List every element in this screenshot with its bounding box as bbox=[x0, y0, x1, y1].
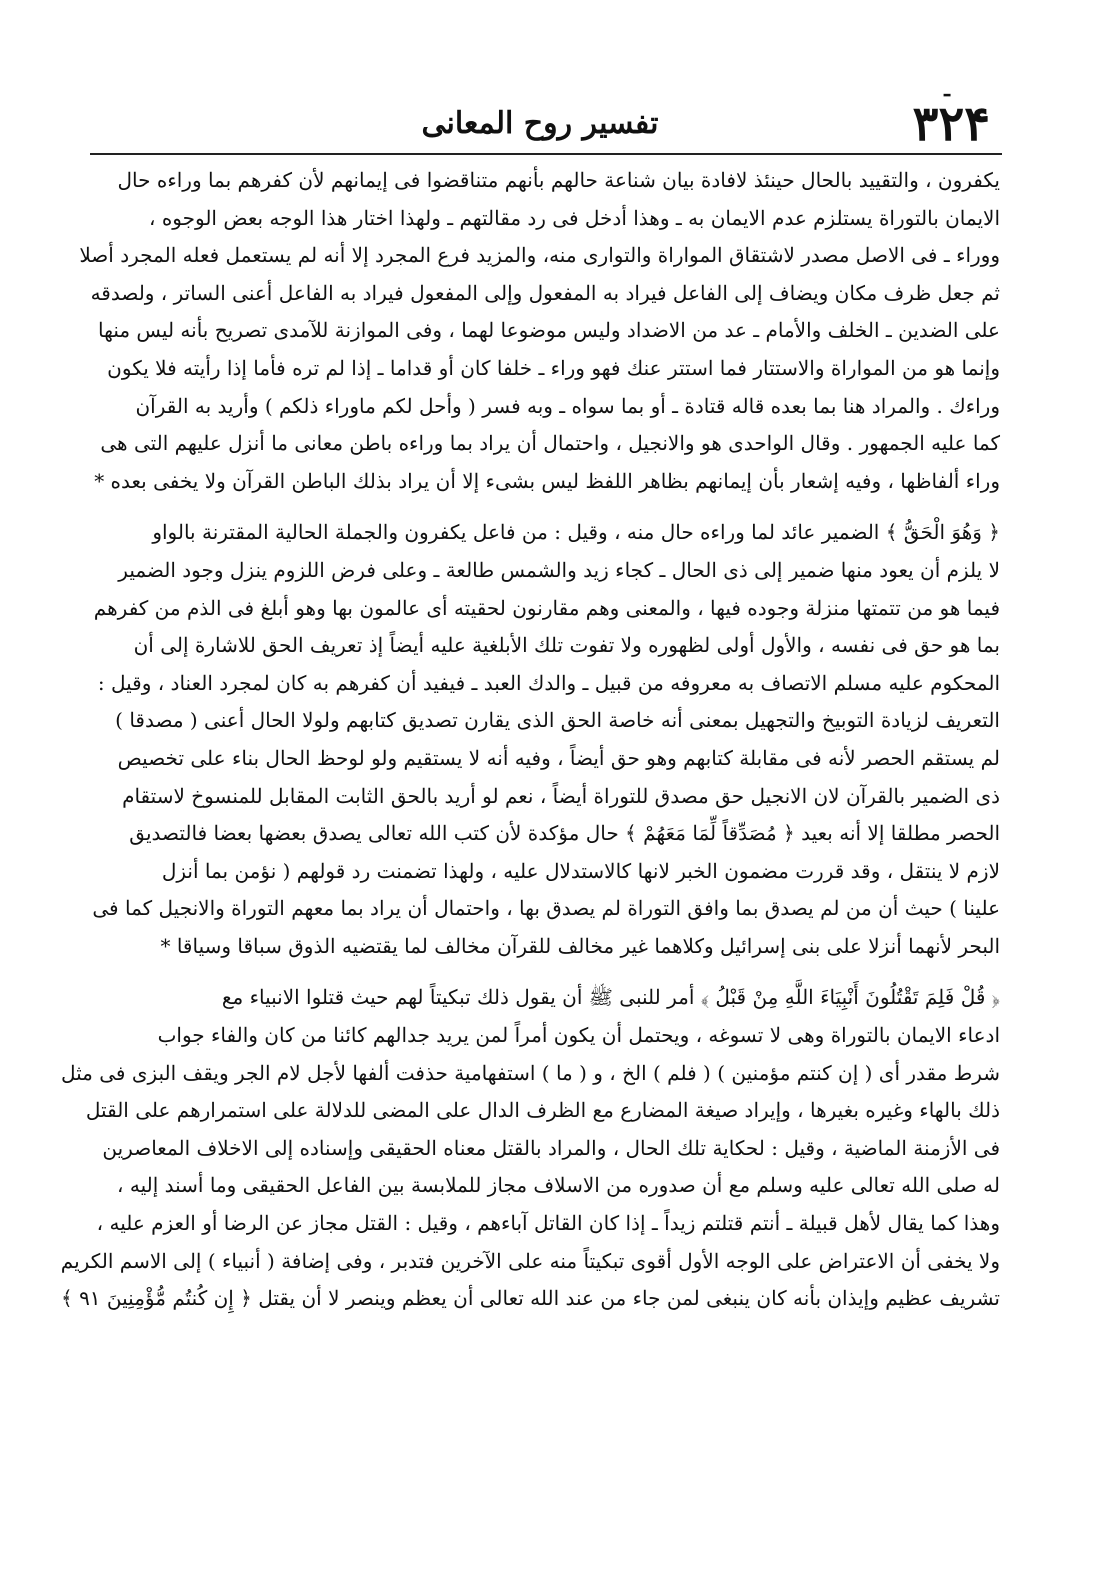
text-line: وهذا كما يقال لأهل قبيلة ـ أنتم قتلتم زيداً ـ إذا كان القاتل آباءهم ، وقيل : القتل مجاز عن الرضا أو العزم عليه ، bbox=[96, 1211, 1000, 1236]
text-line: ﴿ قُلْ فَلِمَ تَقْتُلُونَ أَنْبِيَاءَ اللَّهِ مِنْ قَبْلُ ﴾ أمر للنبى ﷺ أن يقول ذلك تبكيتاً لهم حيث قتلوا الانبياء مع bbox=[221, 985, 1000, 1010]
text-line: يكفرون ، والتقييد بالحال حينئذ لافادة بيان شناعة حالهم بأنهم متناقضوا فى إيمانهم لأن كفرهم بما وراءه حال bbox=[117, 168, 1000, 192]
text-line: وراءك . والمراد هنا بما بعده قاله قتادة ـ أو بما سواه ـ وبه فسر ( وأحل لكم ماوراء ذلكم ) وأريد به القرآن bbox=[135, 393, 1000, 418]
text-line: بما هو حق فى نفسه ، والأول أولى لظهوره ولا تفوت تلك الأبلغية عليه أيضاً إذ تعريف الحق للاشارة إلى أن bbox=[133, 633, 1000, 658]
text-line: ثم جعل ظرف مكان ويضاف إلى الفاعل فيراد به المفعول وإلى المفعول فيراد به الفاعل أعنى الساتر ، ولصدقه bbox=[90, 280, 1000, 305]
text-line: وإنما هو من المواراة والاستتار فما استتر عنك فهو وراء ـ خلفا كان أو قداما ـ إذا لم تره فأما إذا رأيته فلا يكون bbox=[107, 355, 1000, 380]
text-line: فيما هو من تتمتها منزلة وجوده فيها ، والمعنى وهم مقارنون لحقيته أى عالمون بها وهو أبلغ فى الذم من كفرهم bbox=[93, 595, 1000, 620]
text-line: وراء ألفاظها ، وفيه إشعار بأن إيمانهم بظاهر اللفظ ليس بشىء إلا أن يراد بذلك الباطن القرآن ولا يخفى بعده * bbox=[94, 468, 1000, 493]
text-line: علينا ) حيث أن من لم يصدق بما وافق التوراة لم يصدق بها ، واحتمال أن يراد بما معهم التوراة والانجيل كما فى bbox=[92, 896, 1000, 921]
text-line: ذى الضمير بالقرآن لان الانجيل حق مصدق للتوراة أيضاً ، نعم لو أريد بالحق الثابت المقابل للمنسوخ لاستقام bbox=[122, 783, 1000, 808]
paragraph bbox=[92, 514, 1000, 965]
text-line: كما عليه الجمهور . وقال الواحدى هو والانجيل ، واحتمال أن يراد بما وراءه باطن معانى ما أنزل عليهم التى هى bbox=[100, 431, 1000, 456]
text-line: شرط مقدر أى ( إن كنتم مؤمنين ) ( فلم ) الخ ، و ( ما ) استفهامية حذفت ألفها لأجل لام الجر ويقف البزى فى مثل bbox=[60, 1060, 1000, 1085]
text-line: ﴿ وَهُوَ الْحَقُّ ﴾ الضمير عائد لما وراءه حال منه ، وقيل : من فاعل يكفرون والجملة الحالية المقترنة بالواو bbox=[152, 520, 1000, 545]
paragraph-gap bbox=[95, 965, 1000, 979]
text-line: التعريف لزيادة التوبيخ والتجهيل بمعنى أنه خاصة الحق الذى يقارن تصديق كتابهم ولولا الحال أعنى ( مصدقا ) bbox=[115, 708, 1000, 733]
text-line: ولا يخفى أن الاعتراض على الوجه الأول أقوى تبكيتاً منه على الآخرين فتدبر ، وفى إضافة ( أنبياء ) إلى الاسم الكريم bbox=[60, 1248, 1000, 1273]
paragraph bbox=[79, 162, 1000, 500]
text-line: على الضدين ـ الخلف والأمام ـ عد من الاضداد وليس موضوعا لهما ، وفى الموازنة للآمدى تصريح بأنه ليس منها bbox=[98, 318, 1000, 343]
text-line: ووراء ـ فى الاصل مصدر لاشتقاق المواراة والتوارى منه، والمزيد فرع المجرد إلا أنه لم يستعمل فعله المجرد أصلا bbox=[79, 243, 1000, 268]
book-title: تفسیر روح المعانی bbox=[421, 106, 659, 141]
text-line: الحصر مطلقا إلا أنه بعيد ﴿ مُصَدِّقاً لِّمَا مَعَهُمْ ﴾ حال مؤكدة لأن كتب الله تعالى يصدق بعضها بعضا فالتصديق bbox=[129, 821, 1000, 846]
header-rule bbox=[90, 153, 1002, 155]
page-header bbox=[90, 77, 990, 153]
text-line: لا يلزم أن يعود منها ضمير إلى ذى الحال ـ كجاء زيد والشمس طالعة ـ وعلى فرض اللزوم ينزل وجود الضمير bbox=[118, 557, 1000, 582]
text-line: لازم لا ينتقل ، وقد قررت مضمون الخبر لانها كالاستدلال عليه ، ولهذا تضمنت رد قولهم ( نؤمن بما أنزل bbox=[161, 858, 1000, 883]
corner-mark: ـ bbox=[944, 77, 950, 101]
text-line: الايمان بالتوراة يستلزم عدم الايمان به ـ وهذا أدخل فى رد مقالتهم ـ ولهذا اختار هذا الوجه بعض الوجوه ، bbox=[149, 205, 1000, 230]
paragraph-gap bbox=[95, 500, 1000, 514]
text-line: تشريف عظيم وإيذان بأنه كان ينبغى لمن جاء من عند الله تعالى أن يعظم وينصر لا أن يقتل ﴿ إِن كُنتُم مُّؤْمِنِينَ ٩١ ﴾ bbox=[60, 1286, 1000, 1311]
text-line: لم يستقم الحصر لأنه فى مقابلة كتابهم وهو حق أيضاً ، وفيه أنه لا يستقيم ولو لوحظ الحال بناء على تخصيص bbox=[117, 745, 1000, 770]
text-line: ادعاء الايمان بالتوراة وهى لا تسوغه ، ويحتمل أن يكون أمراً لمن يريد جدالهم كائنا من كان والفاء جواب bbox=[157, 1023, 1000, 1048]
page-number: ۳۲۴ bbox=[912, 96, 990, 152]
text-line: المحكوم عليه مسلم الاتصاف به معروفه من قبيل ـ والدك العبد ـ فيفيد أن كفرهم به كان لمجرد العناد ، وقيل : bbox=[97, 670, 1000, 695]
text-line: البحر لأنهما أنزلا على بنى إسرائيل وكلاهما غير مخالف للقرآن مخالف لما يقتضيه الذوق سباقا وسياقا * bbox=[160, 933, 1000, 958]
text-line: له صلى الله تعالى عليه وسلم مع أن صدوره من الاسلاف مجاز للملابسة بين الفاعل الحقيقى وما أسند إليه ، bbox=[117, 1173, 1000, 1198]
paragraph bbox=[60, 979, 1000, 1317]
text-line: ذلك بالهاء وغيره بغيرها ، وإيراد صيغة المضارع مع الظرف الدال على المضى للدلالة على استمرارهم على القتل bbox=[85, 1098, 1000, 1123]
body-text bbox=[60, 162, 1000, 1572]
text-line: فى الأزمنة الماضية ، وقيل : لحكاية تلك الحال ، والمراد بالقتل معناه الحقيقى وإسناده إلى الاخلاف المعاصرين bbox=[102, 1135, 1000, 1160]
